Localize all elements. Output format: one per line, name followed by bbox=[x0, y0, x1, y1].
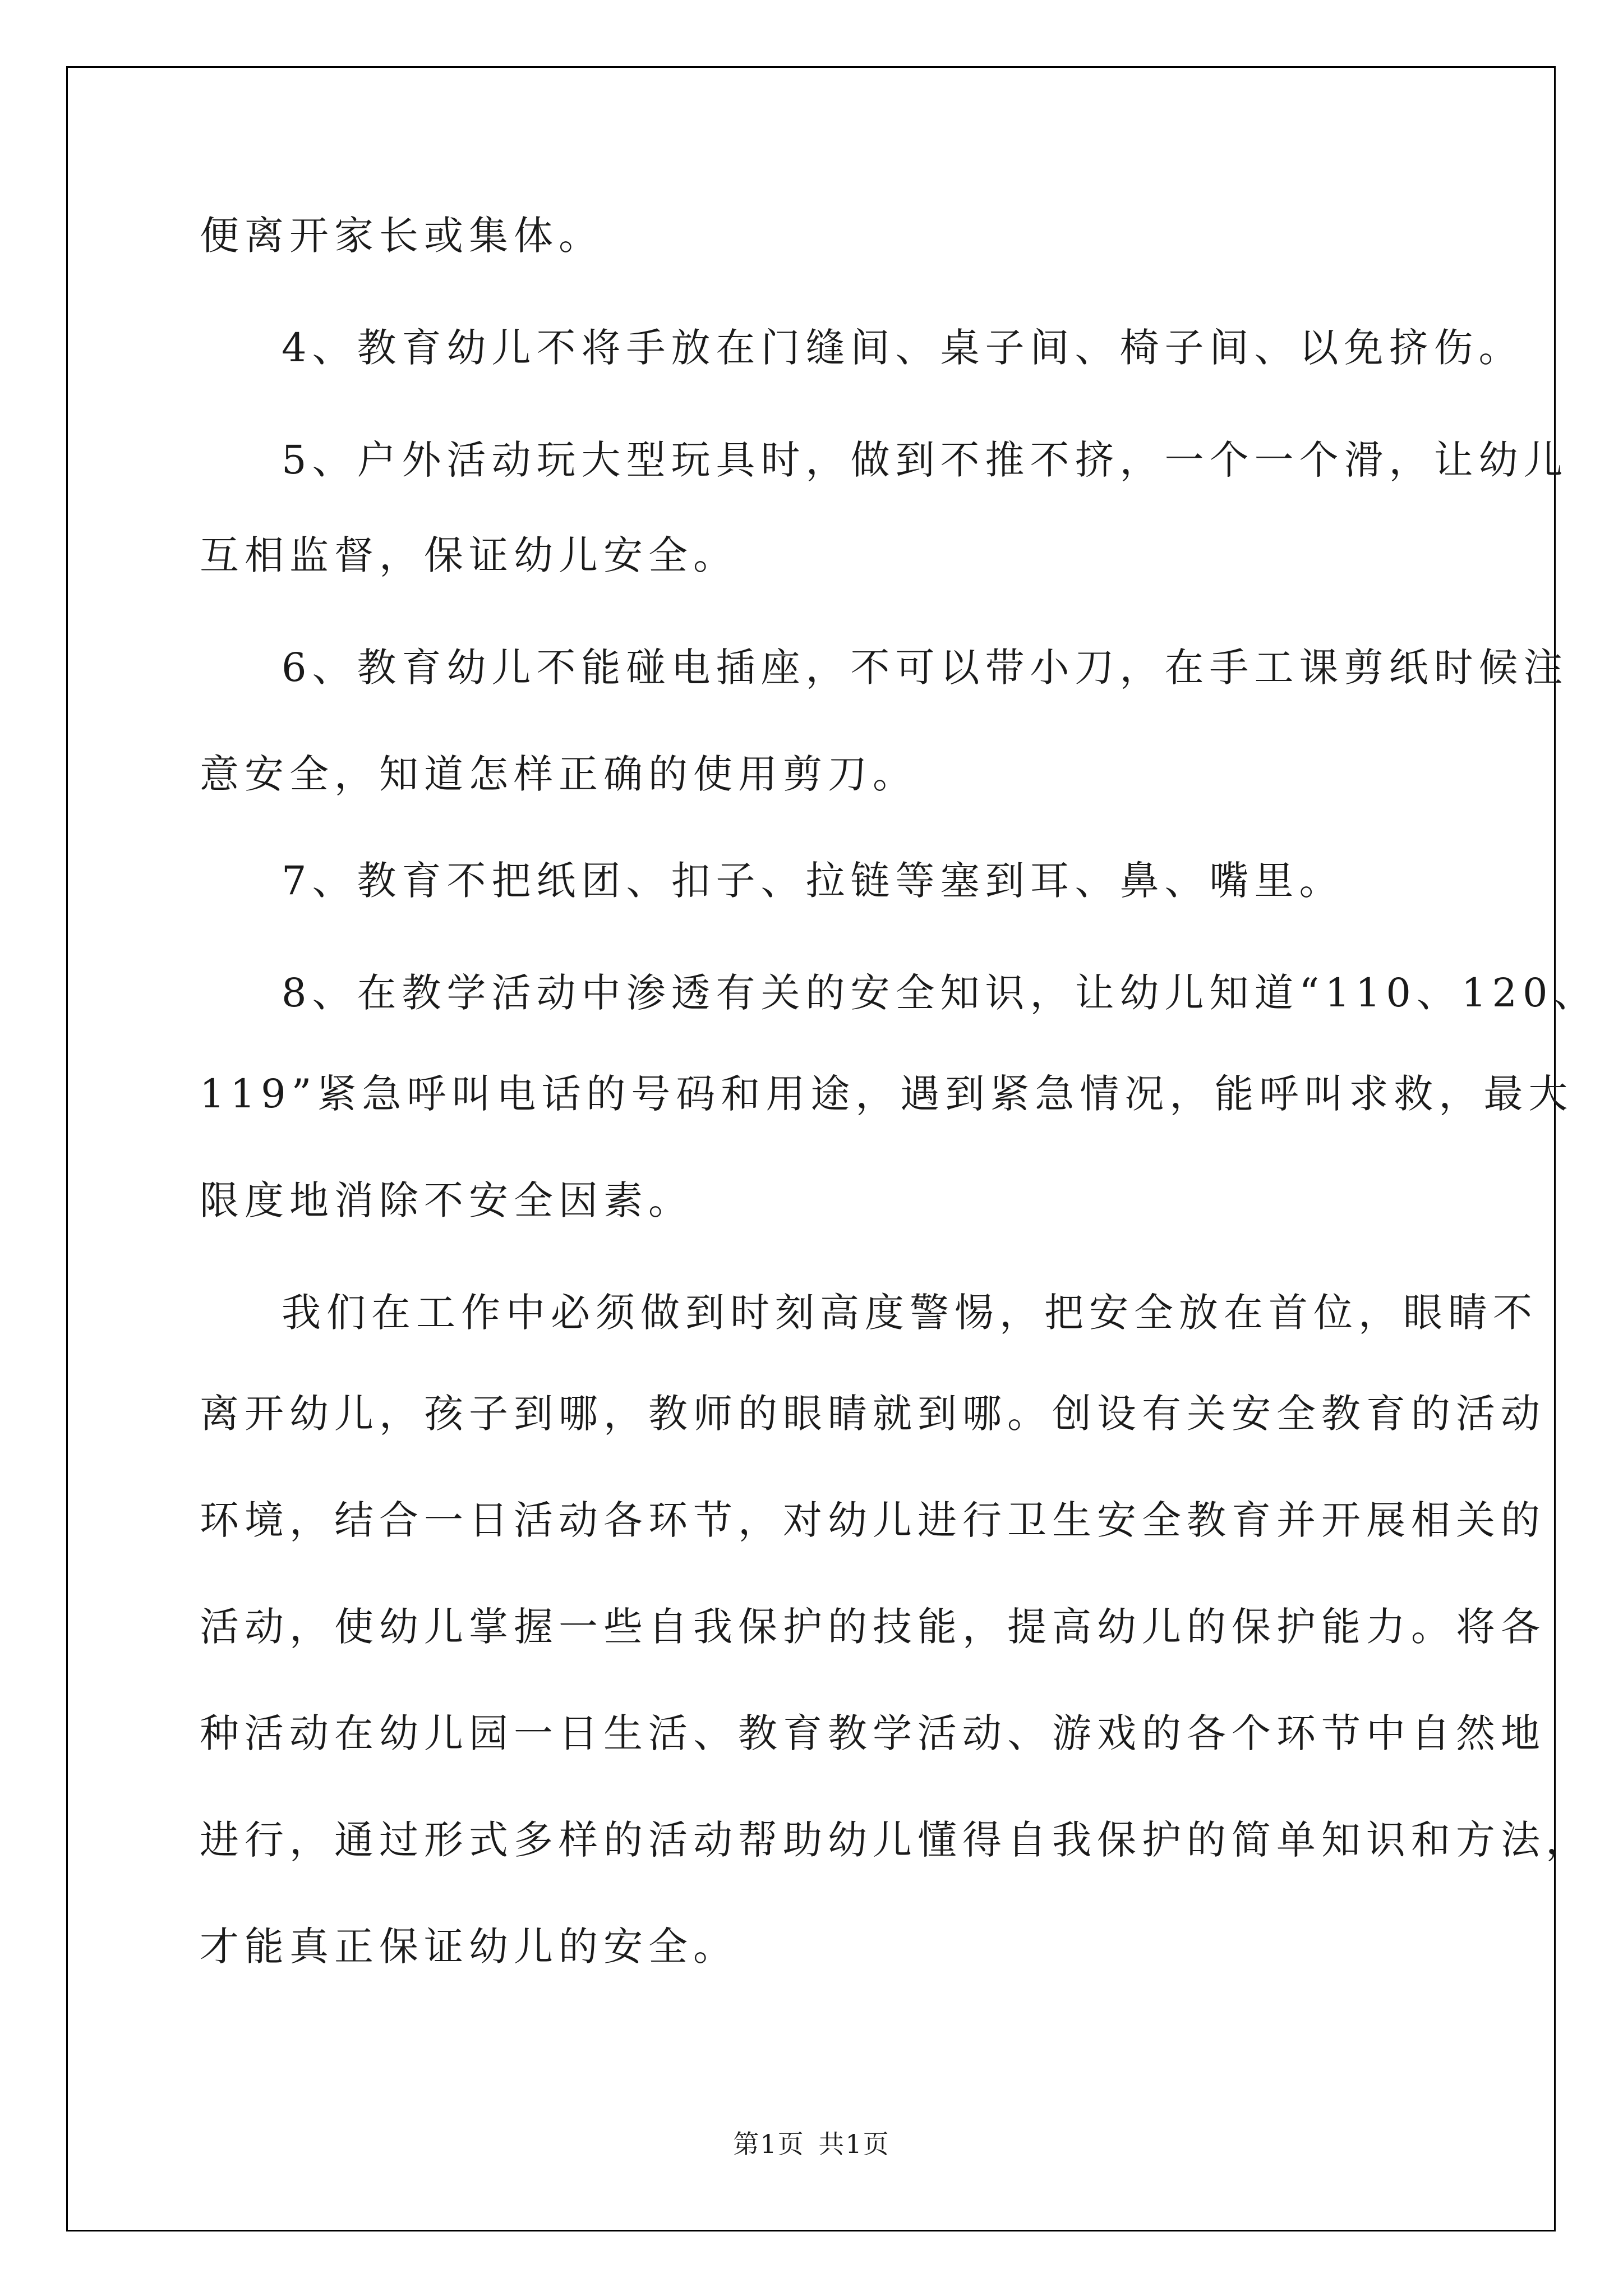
text-line: 6、教育幼儿不能碰电插座，不可以带小刀，在手工课剪纸时候注 bbox=[282, 645, 1569, 691]
text-line: 限度地消除不安全因素。 bbox=[200, 1177, 693, 1223]
page-number-current: 第1页 bbox=[733, 2129, 805, 2159]
text-line: 8、在教学活动中渗透有关的安全知识，让幼儿知道“110、120、 bbox=[282, 970, 1598, 1016]
text-line: 互相监督，保证幼儿安全。 bbox=[200, 532, 738, 578]
text-line: 7、教育不把纸团、扣子、拉链等塞到耳、鼻、嘴里。 bbox=[282, 858, 1344, 904]
text-line: 我们在工作中必须做到时刻高度警惕，把安全放在首位，眼睛不 bbox=[282, 1290, 1538, 1336]
text-line: 5、户外活动玩大型玩具时，做到不推不挤，一个一个滑，让幼儿 bbox=[282, 437, 1569, 483]
page-border bbox=[66, 66, 1556, 2231]
text-line: 环境，结合一日活动各环节，对幼儿进行卫生安全教育并开展相关的 bbox=[200, 1497, 1546, 1543]
text-line: 进行，通过形式多样的活动帮助幼儿懂得自我保护的简单知识和方法， bbox=[200, 1817, 1590, 1863]
text-line: 才能真正保证幼儿的安全。 bbox=[200, 1924, 738, 1970]
text-line: 种活动在幼儿园一日生活、教育教学活动、游戏的各个环节中自然地 bbox=[200, 1710, 1546, 1756]
text-line: 便离开家长或集体。 bbox=[200, 213, 603, 259]
text-line: 4、教育幼儿不将手放在门缝间、桌子间、椅子间、以免挤伤。 bbox=[282, 325, 1524, 371]
text-line: 意安全，知道怎样正确的使用剪刀。 bbox=[200, 751, 917, 797]
text-line: 活动，使幼儿掌握一些自我保护的技能，提高幼儿的保护能力。将各 bbox=[200, 1604, 1546, 1650]
page-footer bbox=[0, 2127, 1623, 2161]
page-number-total: 共1页 bbox=[818, 2129, 890, 2159]
text-line: 离开幼儿，孩子到哪，教师的眼睛就到哪。创设有关安全教育的活动 bbox=[200, 1391, 1546, 1437]
text-line: 119”紧急呼叫电话的号码和用途，遇到紧急情况，能呼叫求救，最大 bbox=[200, 1071, 1574, 1117]
